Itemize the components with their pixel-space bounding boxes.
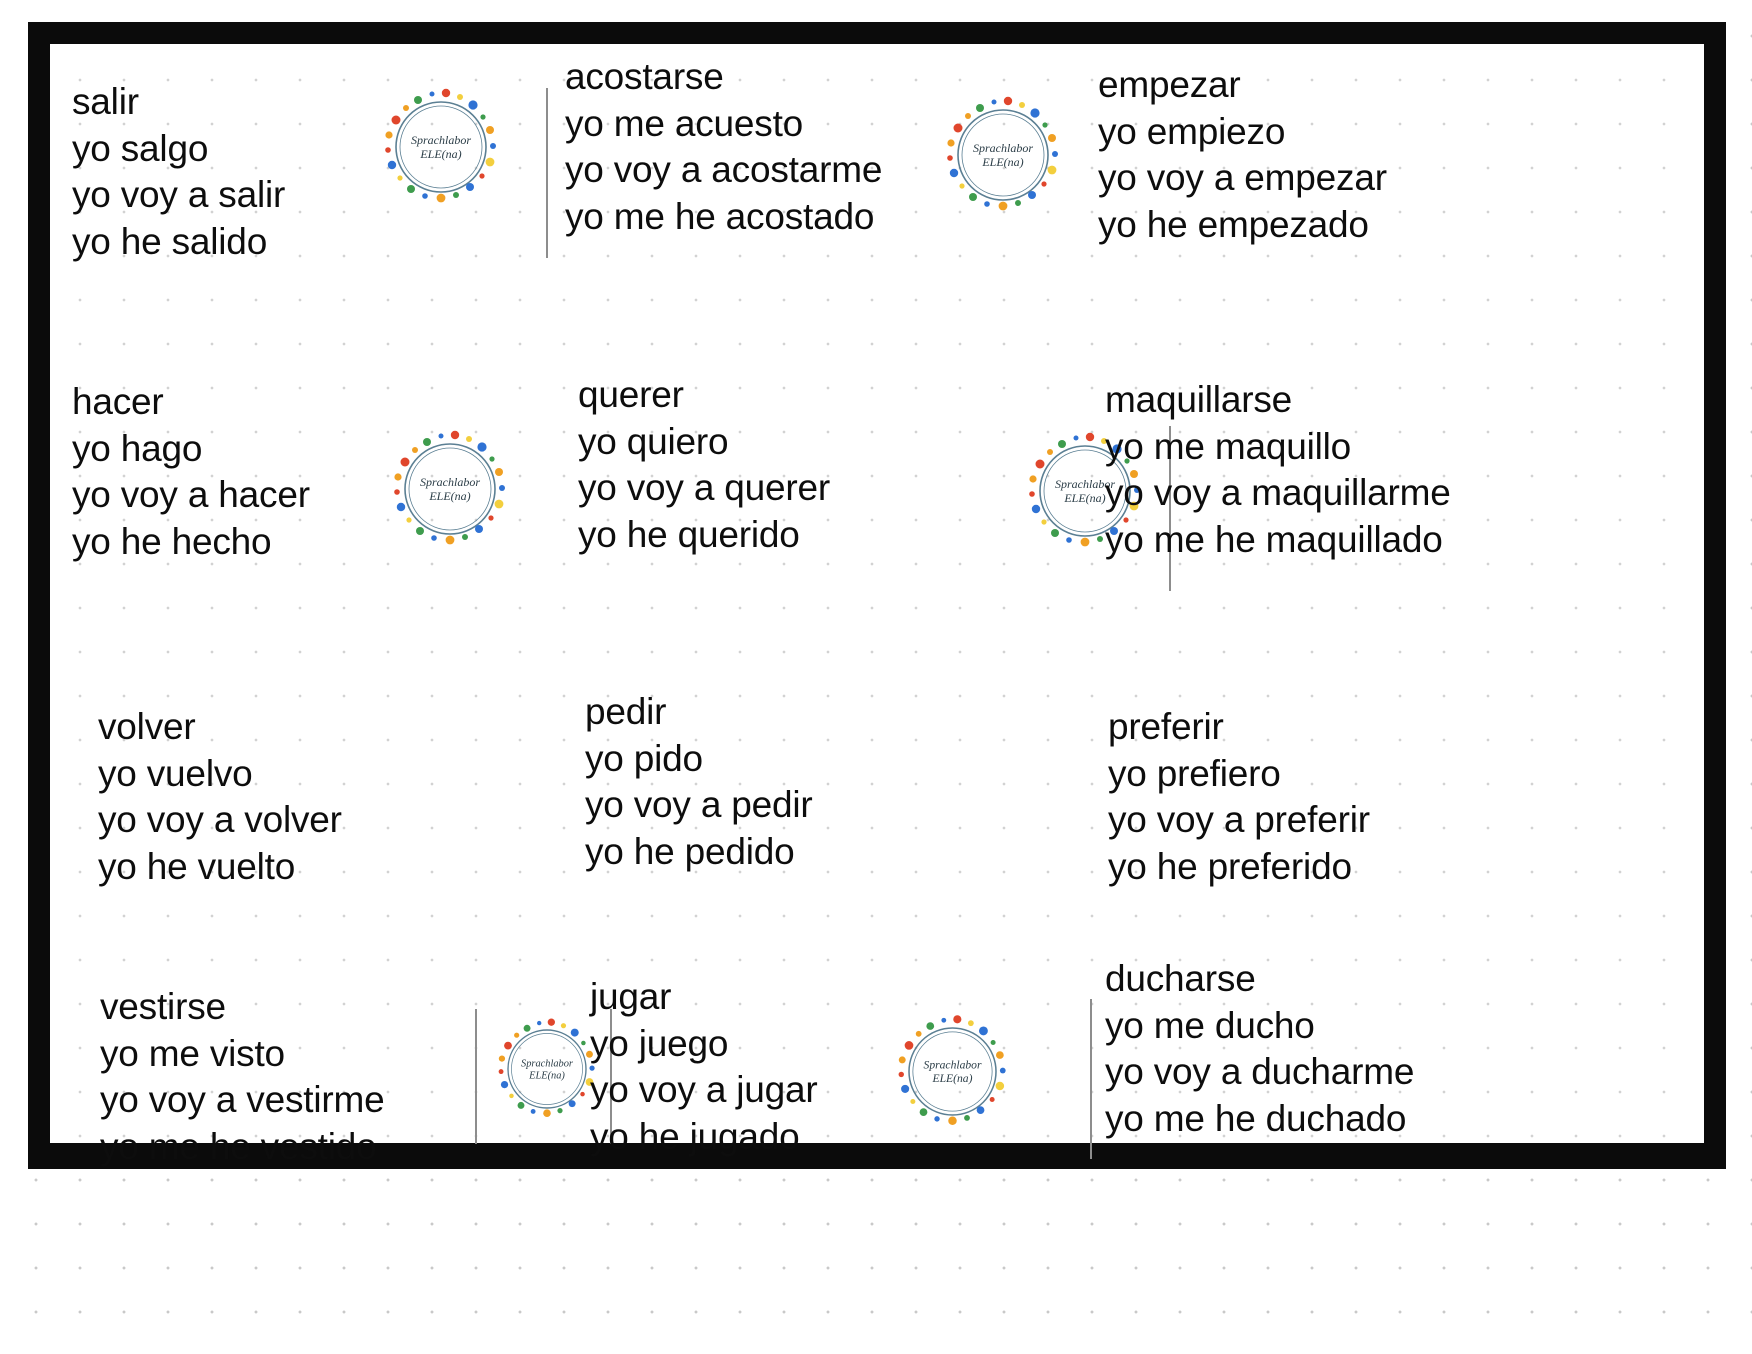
verb-card-querer — [578, 372, 830, 558]
verb-infinitive: volver — [98, 706, 196, 747]
verb-future: yo voy a pedir — [585, 784, 813, 826]
verb-infinitive: vestirse — [100, 986, 226, 1027]
sprachlabor-logo-icon — [375, 414, 525, 564]
verb-future: yo voy a jugar — [590, 1069, 818, 1111]
verb-infinitive: jugar — [590, 976, 672, 1017]
logo-text-line1: Sprachlabor — [1055, 477, 1115, 491]
verb-present: yo salgo — [72, 127, 209, 169]
verb-present: yo quiero — [578, 420, 729, 462]
verb-card-ducharse — [1105, 956, 1414, 1142]
verb-card-empezar — [1098, 62, 1387, 248]
verb-perfect: yo he salido — [72, 220, 268, 262]
verb-infinitive: preferir — [1108, 706, 1224, 747]
verb-present: yo vuelvo — [98, 752, 253, 794]
logo-text-line2: ELE(na) — [429, 489, 471, 503]
verb-infinitive: hacer — [72, 381, 164, 422]
card-divider — [546, 88, 548, 258]
verb-future: yo voy a ducharme — [1105, 1051, 1415, 1093]
logo-text-line1: Sprachlabor — [420, 475, 480, 489]
verb-perfect: yo he pedido — [585, 830, 795, 872]
verb-card-salir — [72, 79, 285, 265]
verb-card-vestirse — [100, 984, 384, 1170]
verb-card-acostarse — [565, 54, 882, 240]
logo-text-line1: Sprachlabor — [521, 1058, 573, 1070]
logo-text-line2: ELE(na) — [529, 1070, 565, 1082]
verb-perfect: yo me he duchado — [1105, 1097, 1407, 1139]
card-divider — [475, 1009, 477, 1144]
verb-perfect: yo he vuelto — [98, 845, 296, 887]
verb-future: yo voy a maquillarme — [1105, 472, 1451, 514]
verb-future: yo voy a vestirme — [100, 1079, 385, 1121]
verb-future: yo voy a querer — [578, 467, 831, 509]
verb-present: yo hago — [72, 427, 203, 469]
verb-card-hacer — [72, 379, 310, 565]
verb-perfect: yo me he acostado — [565, 195, 875, 237]
frame-border-right — [1704, 22, 1726, 1169]
card-divider — [1090, 999, 1092, 1159]
verb-card-jugar — [590, 974, 818, 1160]
verb-future: yo voy a salir — [72, 174, 286, 216]
verb-present: yo me maquillo — [1105, 425, 1352, 467]
verb-present: yo empiezo — [1098, 110, 1286, 152]
logo-text-line1: Sprachlabor — [973, 141, 1033, 155]
verb-present: yo me ducho — [1105, 1004, 1315, 1046]
verb-card-maquillarse — [1105, 377, 1451, 563]
verb-card-pedir — [585, 689, 813, 875]
verb-present: yo me acuesto — [565, 102, 804, 144]
logo-text-line2: ELE(na) — [420, 147, 462, 161]
verb-perfect: yo he jugado — [590, 1115, 800, 1157]
verb-future: yo voy a volver — [98, 799, 342, 841]
verb-present: yo pido — [585, 737, 703, 779]
verb-present: yo juego — [590, 1022, 729, 1064]
verb-perfect: yo me he vestido — [100, 1125, 377, 1167]
verb-future: yo voy a empezar — [1098, 157, 1387, 199]
verb-present: yo prefiero — [1108, 752, 1281, 794]
verb-infinitive: ducharse — [1105, 958, 1256, 999]
logo-text-line2: ELE(na) — [982, 155, 1024, 169]
verb-infinitive: pedir — [585, 691, 667, 732]
verb-infinitive: querer — [578, 374, 684, 415]
logo-text-line1: Sprachlabor — [923, 1058, 982, 1072]
verb-card-preferir — [1108, 704, 1370, 890]
verb-perfect: yo he preferido — [1108, 845, 1352, 887]
sprachlabor-logo-icon — [880, 999, 1025, 1144]
frame-border-left — [28, 22, 50, 1169]
sprachlabor-logo-icon — [366, 72, 516, 222]
verb-infinitive: acostarse — [565, 56, 724, 97]
logo-text-line2: ELE(na) — [932, 1072, 973, 1086]
logo-text-line1: Sprachlabor — [411, 133, 471, 147]
verb-future: yo voy a preferir — [1108, 799, 1370, 841]
verb-future: yo voy a acostarme — [565, 149, 883, 191]
verb-infinitive: empezar — [1098, 64, 1241, 105]
verb-perfect: yo he empezado — [1098, 203, 1369, 245]
verb-perfect: yo me he maquillado — [1105, 518, 1443, 560]
verb-perfect: yo he querido — [578, 513, 800, 555]
verb-infinitive: maquillarse — [1105, 379, 1292, 420]
sprachlabor-logo-icon — [928, 80, 1078, 230]
logo-text-line2: ELE(na) — [1064, 491, 1106, 505]
worksheet-sheet — [50, 44, 1704, 1167]
verb-future: yo voy a hacer — [72, 474, 310, 516]
frame-border-top — [28, 22, 1726, 44]
verb-card-volver — [98, 704, 342, 890]
verb-infinitive: salir — [72, 81, 139, 122]
verb-perfect: yo he hecho — [72, 520, 272, 562]
verb-present: yo me visto — [100, 1032, 285, 1074]
